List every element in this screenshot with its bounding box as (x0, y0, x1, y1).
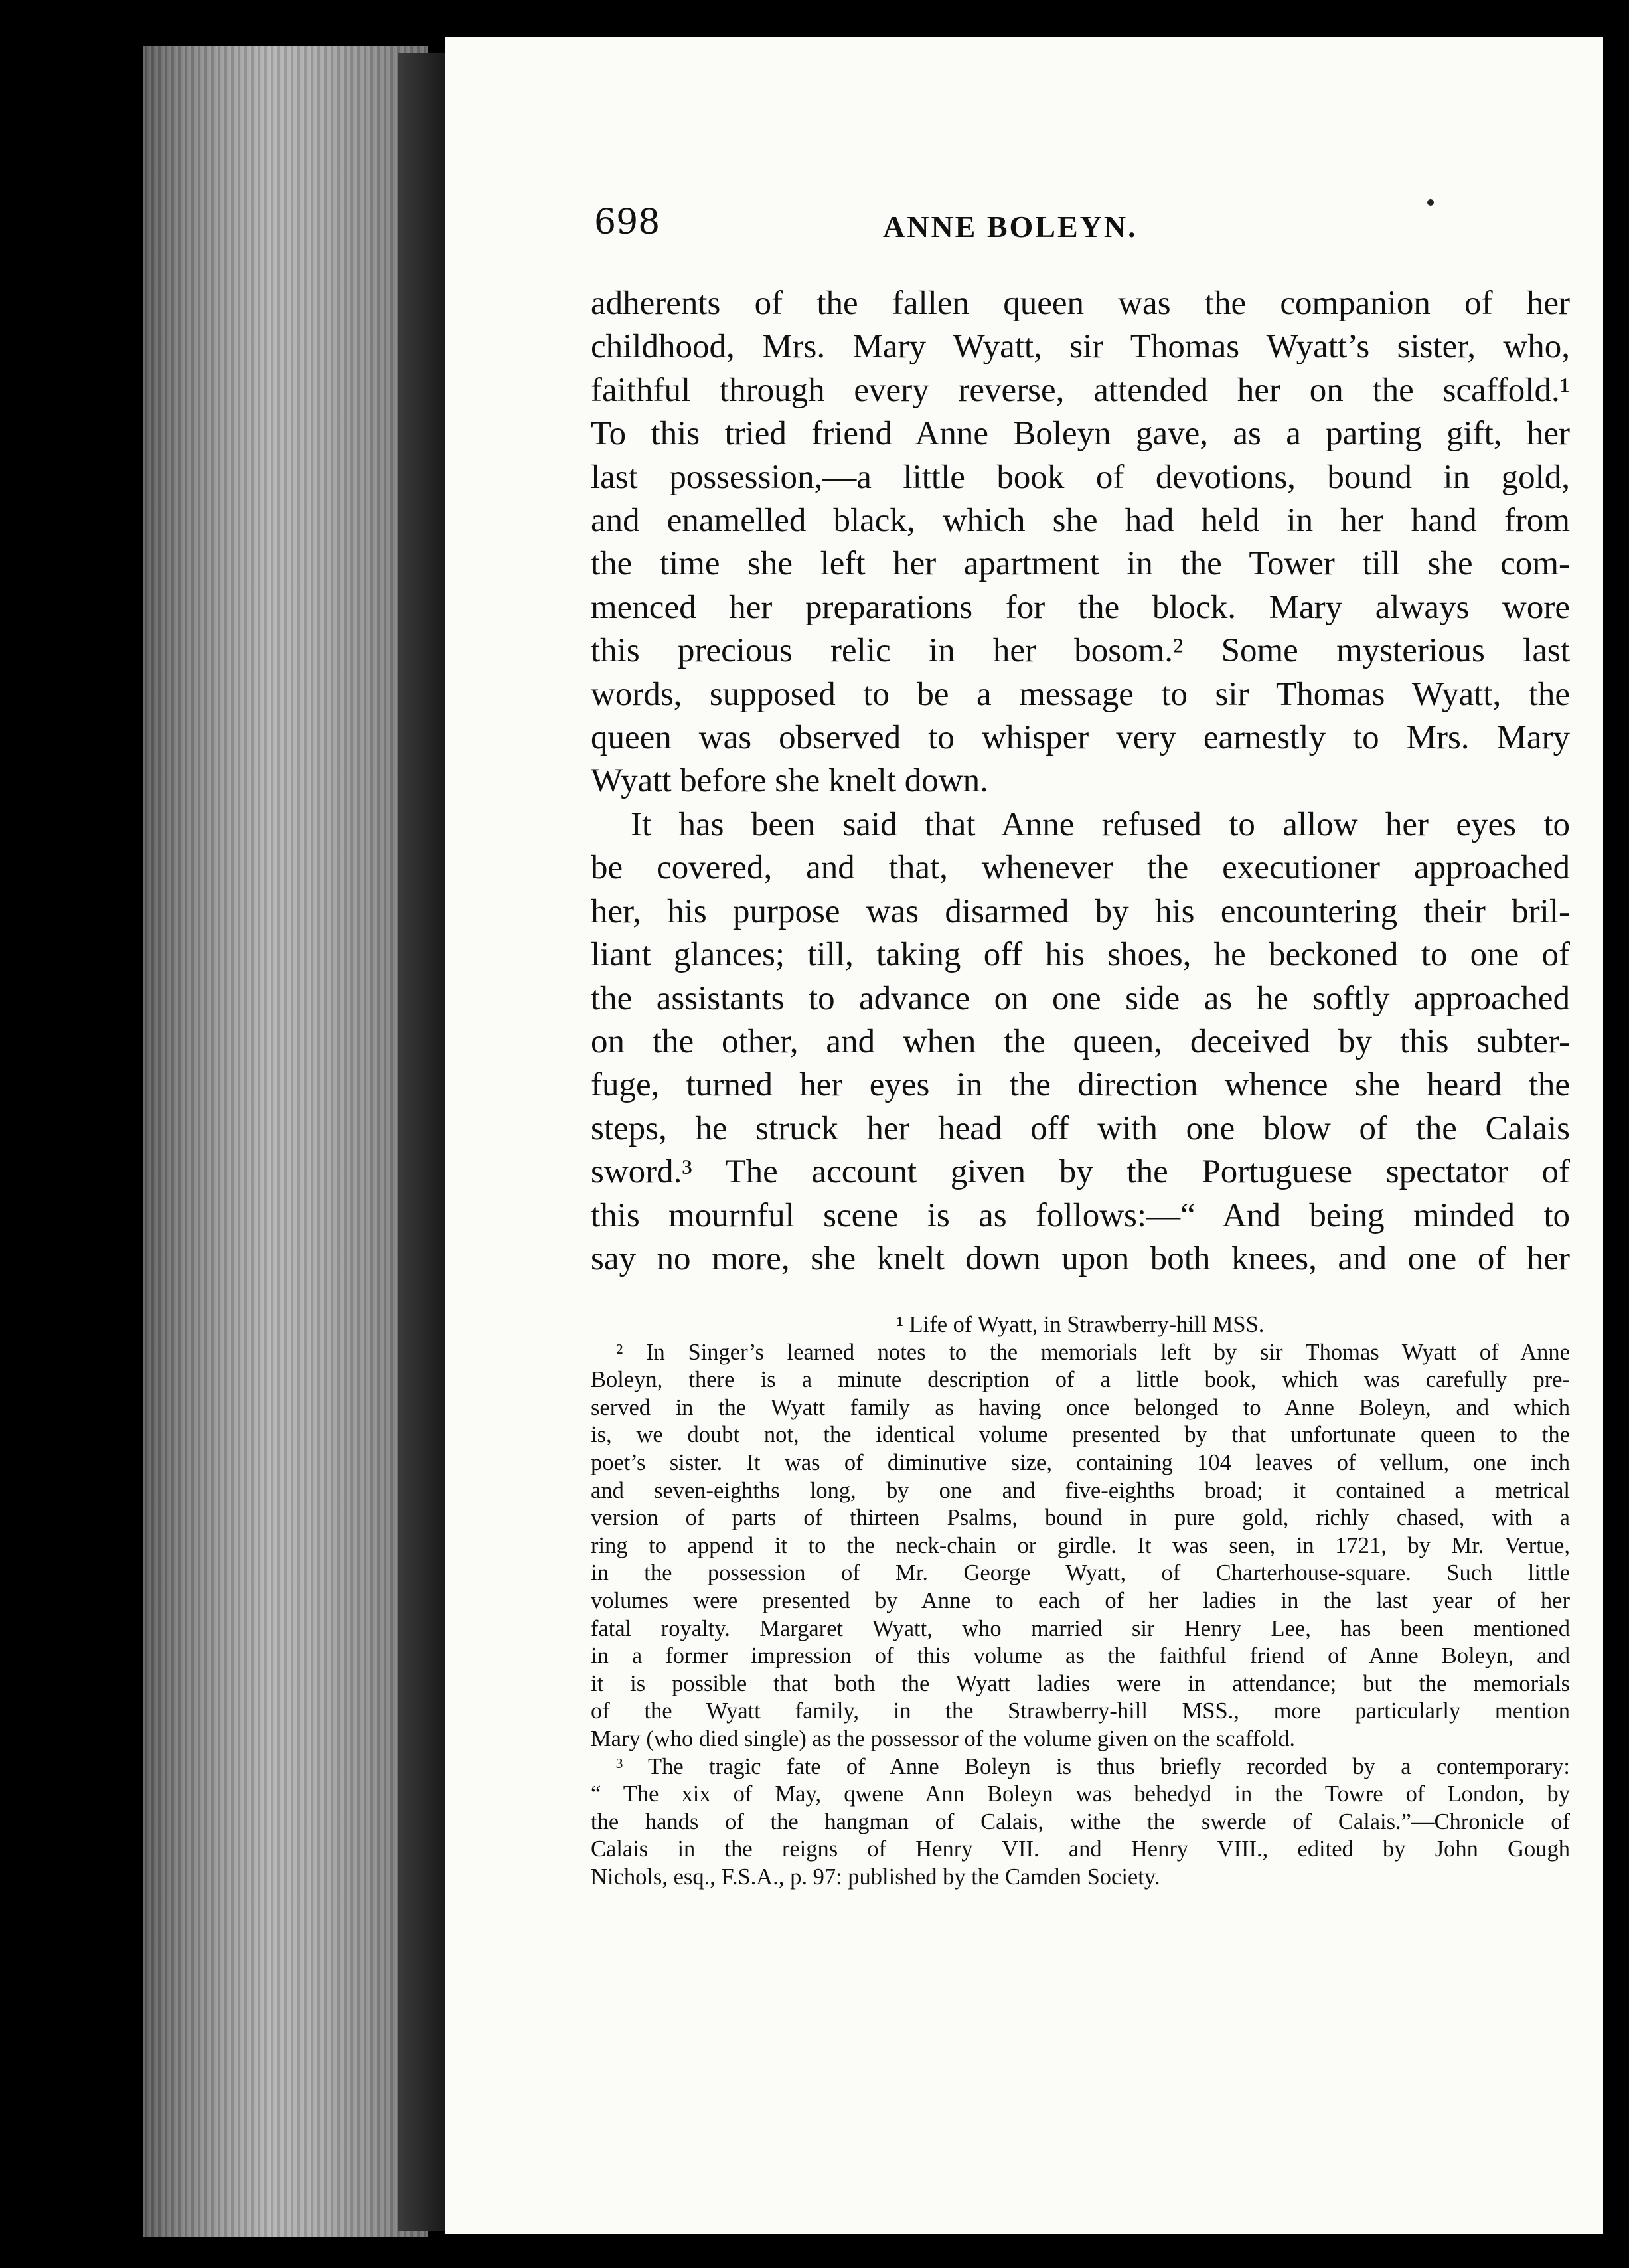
body-line: steps, he struck her head off with one blow of the Calais (591, 1109, 1570, 1147)
footnote-line: poet’s sister. It was of diminutive size, containing 104 leaves of vellum, one inch (591, 1449, 1570, 1475)
footnote-line: ring to append it to the neck-chain or girdle. It was seen, in 1721, by Mr. Vertue, (591, 1532, 1570, 1558)
body-line: sword.³ The account given by the Portuguese spectator of (591, 1153, 1570, 1191)
body-line: It has been said that Anne refused to allow her eyes to (631, 805, 1570, 843)
footnote-line: and seven-eighths long, by one and five-eighths broad; it contained a metrical (591, 1477, 1570, 1503)
body-line: be covered, and that, whenever the executioner approached (591, 849, 1570, 887)
body-line: this precious relic in her bosom.² Some mysterious last (591, 632, 1570, 670)
footnote-line: “ The xix of May, qwene Ann Boleyn was behedyd in the Towre of London, by (591, 1781, 1570, 1807)
body-text (591, 282, 1570, 1281)
body-line: last possession,—a little book of devotions, bound in gold, (591, 458, 1570, 496)
body-line: childhood, Mrs. Mary Wyatt, sir Thomas Wyatt’s sister, who, (591, 328, 1570, 366)
footnote-line: of the Wyatt family, in the Strawberry-hill MSS., more particularly mention (591, 1698, 1570, 1724)
footnotes (591, 1311, 1570, 1891)
footnote-line: Nichols, esq., F.S.A., p. 97: published by the Camden Society. (591, 1864, 1160, 1890)
body-line: menced her preparations for the block. Mary always wore (591, 588, 1570, 626)
body-line: the time she left her apartment in the Tower till she com- (591, 545, 1570, 583)
body-line: this mournful scene is as follows:—“ And being minded to (591, 1196, 1570, 1234)
body-line: faithful through every reverse, attended her on the scaffold.¹ (591, 371, 1570, 409)
footnote-line: ¹ Life of Wyatt, in Strawberry-hill MSS. (896, 1312, 1265, 1337)
footnote-line: fatal royalty. Margaret Wyatt, who married sir Henry Lee, has been mentioned (591, 1615, 1570, 1641)
body-line: adherents of the fallen queen was the companion of her (591, 285, 1570, 322)
gutter-shadow (398, 53, 445, 2231)
body-line: and enamelled black, which she had held in her hand from (591, 502, 1570, 540)
footnote-line: it is possible that both the Wyatt ladies were in attendance; but the memorials (591, 1670, 1570, 1696)
footnote-line: Boleyn, there is a minute description of a little book, which was carefully pre- (591, 1367, 1570, 1393)
page-number: 698 (594, 202, 660, 242)
page-block-edge (143, 46, 428, 2237)
footnote-line: served in the Wyatt family as having once belonged to Anne Boleyn, and which (591, 1394, 1570, 1420)
footnote-line: in a former impression of this volume as the faithful friend of Anne Boleyn, and (591, 1643, 1570, 1669)
footnote-line: the hands of the hangman of Calais, withe the swerde of Calais.”—Chronicle of (591, 1809, 1570, 1834)
body-line: say no more, she knelt down upon both knees, and one of her (591, 1240, 1570, 1277)
body-line: fuge, turned her eyes in the direction whence she heard the (591, 1066, 1570, 1104)
body-line: words, supposed to be a message to sir Thomas Wyatt, the (591, 675, 1570, 713)
body-line: liant glances; till, taking off his shoes, he beckoned to one of (591, 936, 1570, 974)
ink-speck (1427, 199, 1434, 206)
body-line: the assistants to advance on one side as he softly approached (591, 979, 1570, 1017)
footnote-line: is, we doubt not, the identical volume presented by that unfortunate queen to the (591, 1422, 1570, 1448)
footnote-line: in the possession of Mr. George Wyatt, of Charterhouse-square. Such little (591, 1560, 1570, 1586)
body-line: queen was observed to whisper very earnestly to Mrs. Mary (591, 719, 1570, 757)
footnote-line: Calais in the reigns of Henry VII. and Henry VIII., edited by John Gough (591, 1836, 1570, 1862)
footnote-line: ³ The tragic fate of Anne Boleyn is thus briefly recorded by a contemporary: (616, 1753, 1570, 1779)
footnote-line: Mary (who died single) as the possessor of the volume given on the scaffold. (591, 1726, 1295, 1751)
body-line: Wyatt before she knelt down. (591, 762, 988, 800)
body-line: To this tried friend Anne Boleyn gave, as a parting gift, her (591, 415, 1570, 453)
body-line: her, his purpose was disarmed by his encountering their bril- (591, 892, 1570, 930)
running-title: ANNE BOLEYN. (883, 210, 1138, 244)
footnote-line: ² In Singer’s learned notes to the memorials left by sir Thomas Wyatt of Anne (616, 1339, 1570, 1365)
footnote-line: version of parts of thirteen Psalms, bound in pure gold, richly chased, with a (591, 1505, 1570, 1531)
body-line: on the other, and when the queen, deceived by this subter- (591, 1022, 1570, 1060)
footnote-line: volumes were presented by Anne to each of her ladies in the last year of her (591, 1587, 1570, 1613)
